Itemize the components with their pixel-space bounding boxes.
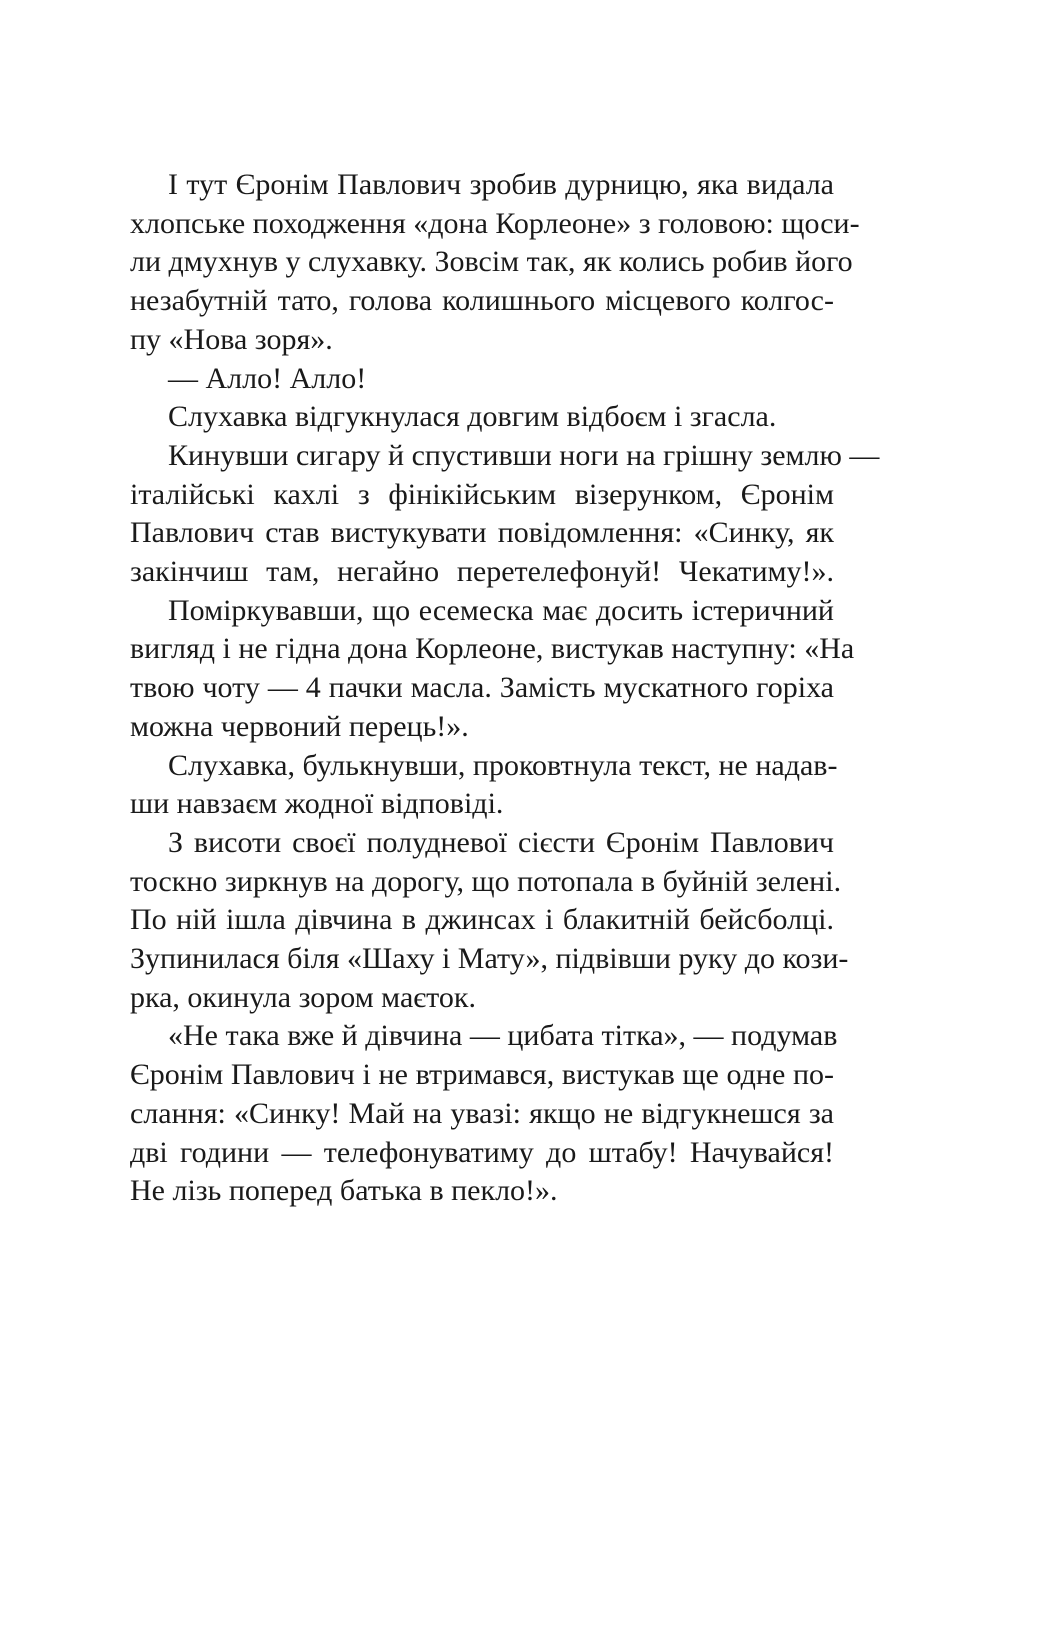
text-line: дві години — телефонуватиму до штабу! Начувайся! [130, 1135, 834, 1169]
text-line: можна червоний перець!». [130, 709, 469, 743]
text-line: Слухавка, булькнувши, проковтнула текст, не надав- [168, 748, 838, 782]
text-line: слання: «Синку! Май на увазі: якщо не відгукнешся за [130, 1096, 834, 1130]
text-line: пу «Нова зоря». [130, 322, 333, 356]
text-line: хлопське походження «дона Корлеоне» з головою: щоси- [130, 206, 860, 240]
text-line: З висоти своєї полудневої сієсти Єронім Павлович [168, 825, 834, 859]
text-line: І тут Єронім Павлович зробив дурницю, яка видала [168, 168, 834, 201]
text-line: твою чоту — 4 пачки масла. Замість мускатного горіха [130, 671, 834, 705]
paragraph [130, 824, 849, 1018]
text-line: Поміркувавши, що есемеска має досить істеричний [168, 593, 834, 627]
paragraph [130, 592, 855, 747]
page-body [130, 166, 880, 1211]
paragraph [130, 747, 838, 824]
text-line: вигляд і не гідна дона Корлеоне, вистукав наступну: «На [130, 632, 855, 666]
text-line: Зупинилася біля «Шаху і Мату», підвівши руку до кози- [130, 942, 849, 976]
text-line: італійські кахлі з фінікійським візерунком, Єронім [130, 477, 834, 511]
text-line: Єронім Павлович і не втримався, вистукав ще одне по- [130, 1058, 834, 1092]
paragraph [130, 437, 880, 592]
text-line: Не лізь поперед батька в пекло!». [130, 1174, 558, 1208]
text-line: Павлович став вистукувати повідомлення: «Синку, як [130, 516, 834, 550]
paragraph [130, 166, 860, 360]
text-line: рка, окинула зором маєток. [130, 980, 476, 1014]
text-line: ши навзаєм жодної відповіді. [130, 787, 504, 821]
text-line: незабутній тато, голова колишнього місцевого колгос- [130, 284, 834, 318]
text-line: «Не така вже й дівчина — цибата тітка», — подумав [168, 1019, 838, 1053]
text-line: Кинувши сигару й спустивши ноги на грішну землю — [168, 438, 880, 472]
text-line: ли дмухнув у слухавку. Зовсім так, як колись робив його [130, 245, 853, 279]
text-line: По ній ішла дівчина в джинсах і блакитній бейсболці. [130, 903, 834, 937]
text-line: Слухавка відгукнулася довгим відбоєм і згасла. [168, 400, 777, 434]
text-line: закінчиш там, негайно перетелефонуй! Чекатиму!». [130, 555, 834, 589]
paragraph [130, 360, 834, 399]
paragraph [130, 398, 834, 437]
paragraph [130, 1017, 838, 1211]
text-line: — Алло! Алло! [168, 361, 367, 395]
text-line: тоскно зиркнув на дорогу, що потопала в буйній зелені. [130, 864, 842, 898]
